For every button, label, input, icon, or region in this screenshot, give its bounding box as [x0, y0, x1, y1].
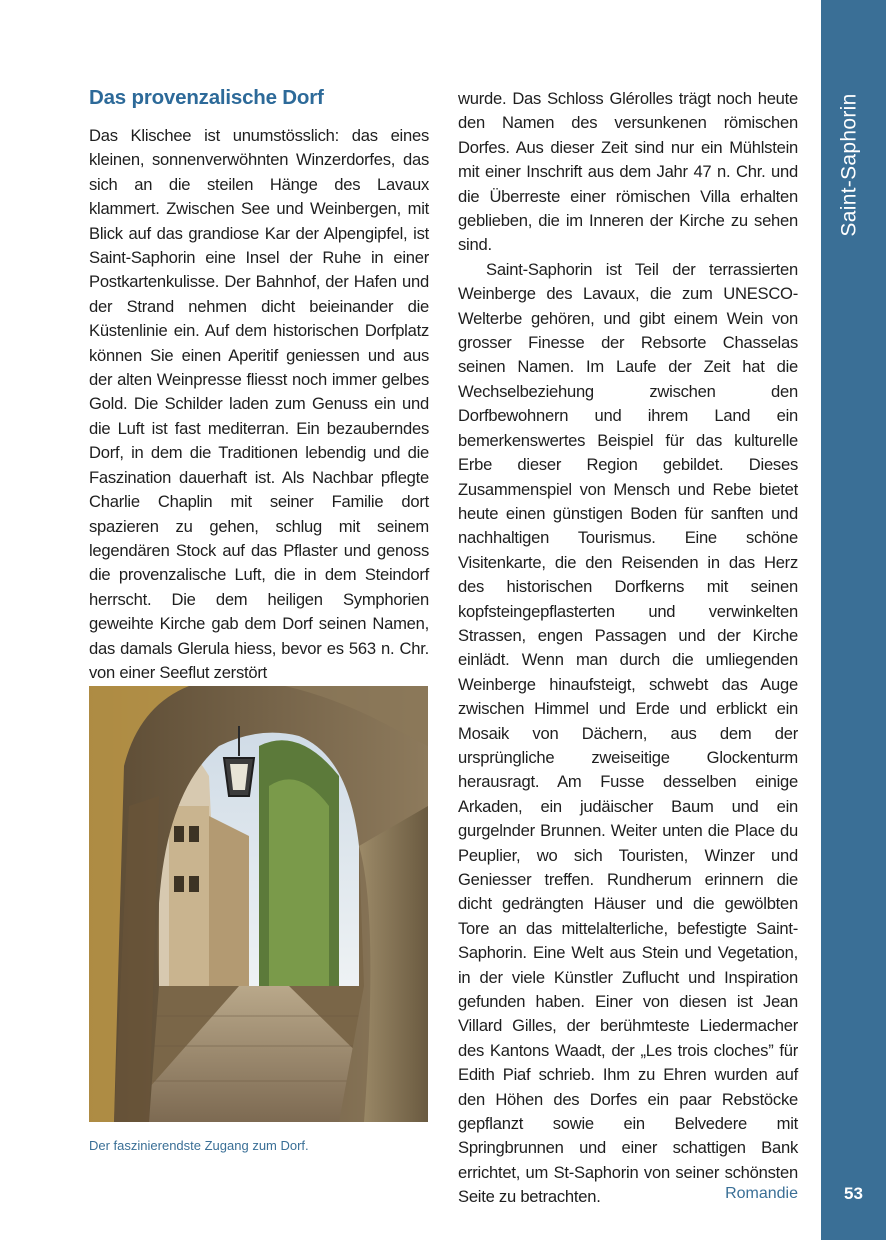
body-paragraph-continuation: wurde. Das Schloss Glérolles trägt noch heute den Namen des versunkenen römischen Dorfes. Aus dieser Zeit sind nur ein Mühlstein mit einer Inschrift aus dem Jahr 47 n. Chr. und die Überreste einer römischen Villa erhalten geblieben, die im Inneren der Kirche zu sehen sind. [458, 89, 798, 255]
footer-section-label: Romandie [725, 1185, 798, 1202]
section-heading: Das provenzalische Dorf [89, 86, 324, 109]
body-paragraph-1: Das Klischee ist unumstösslich: das eines kleinen, sonnenverwöhnten Winzerdorfes, das sich an die steilen Hänge des Lavaux klammert. Zwischen See und Weinbergen, mit Blick auf das grandiose Kar der Alpengipfel, ist Saint-Saphorin eine Insel der Ruhe in einer Postkartenkulisse. Der Bahnhof, der Hafen und der Strand nehmen dicht beieinander die Küstenlinie ein. Auf dem historischen Dorfplatz können Sie einen Aperitif geniessen und aus der alten Weinpresse fliesst noch immer gelbes Gold. Die Schilder laden zum Genuss ein und die Luft ist fast mediterran. Ein bezauberndes Dorf, in dem die Traditionen lebendig und die Faszination dauerhaft ist. Als Nachbar pflegte Charlie Chaplin mit seiner Familie dort spazieren zu gehen, schlug mit seinem legendären Stock auf das Pflaster und genoss die provenzalische Luft, die in dem Steindorf herrscht. Die dem heiligen Symphorien geweihte Kirche gab dem Dorf seinen Namen, das damals Glerula hiess, bevor es 563 n. Chr. von einer Seeflut zerstört [89, 126, 429, 682]
body-paragraph-2: Saint-Saphorin ist Teil der terrassierten Weinberge des Lavaux, die zum UNESCO-Welterbe gehören, und gibt einem Wein von grosser Finesse der Rebsorte Chasselas seinen Namen. Im Laufe der Zeit hat die Wechselbeziehung zwischen den Dorfbewohnern und ihrem Land ein bemerkenswertes Beispiel für das kulturelle Erbe dieser Region gebildet. Dieses Zusammenspiel von Mensch und Rebe bietet heute einen günstigen Boden für sanften und nachhaltigen Tourismus. Eine schöne Visitenkarte, die den Reisenden in das Herz des historischen Dorfkerns mit seinen kopfsteingepflasterten und verwinkelten Strassen, engen Passagen und der Kirche einlädt. Wenn man durch die umliegenden Weinberge hinaufsteigt, schwebt das Auge zwischen Himmel und Erde und erblickt ein Mosaik von Dächern, aus dem der ursprüngliche zweiseitige Glockenturm herausragt. Am Fusse desselben einige Arkaden, ein judäischer Baum und ein gurgelnder Brunnen. Weiter unten die Place du Peuplier, wo sich Touristen, Winzer und Geniesser treffen. Rundherum erinnern die dicht gedrängten Häuser und die gewölbten Tore an das mittelalterliche, befestigte Saint-Saphorin. Eine Welt aus Stein und Vegetation, in der viele Künstler Zuflucht und Inspiration gefunden haben. Einer von diesen ist Jean Villard Gilles, der berühmteste Liedermacher des Kantons Waadt, der „Les trois cloches” für Edith Piaf schrieb. Ihm zu Ehren wurden auf den Höhen des Dorfes ein paar Rebstöcke gepflanzt sowie ein Belvedere mit Springbrunnen und einer schattigen Bank errichtet, um St-Saphorin von seiner schönsten Seite zu betrachten. [458, 259, 798, 1207]
chapter-title-text: Saint-Saphorin [838, 93, 861, 237]
chapter-title-vertical [820, 90, 880, 240]
archway-illustration [89, 686, 428, 1122]
right-column [458, 87, 798, 1210]
page-number: 53 [844, 1184, 863, 1203]
left-column [89, 124, 429, 685]
photo-caption: Der faszinierendste Zugang zum Dorf. [89, 1138, 309, 1153]
village-archway-photo [89, 686, 428, 1122]
